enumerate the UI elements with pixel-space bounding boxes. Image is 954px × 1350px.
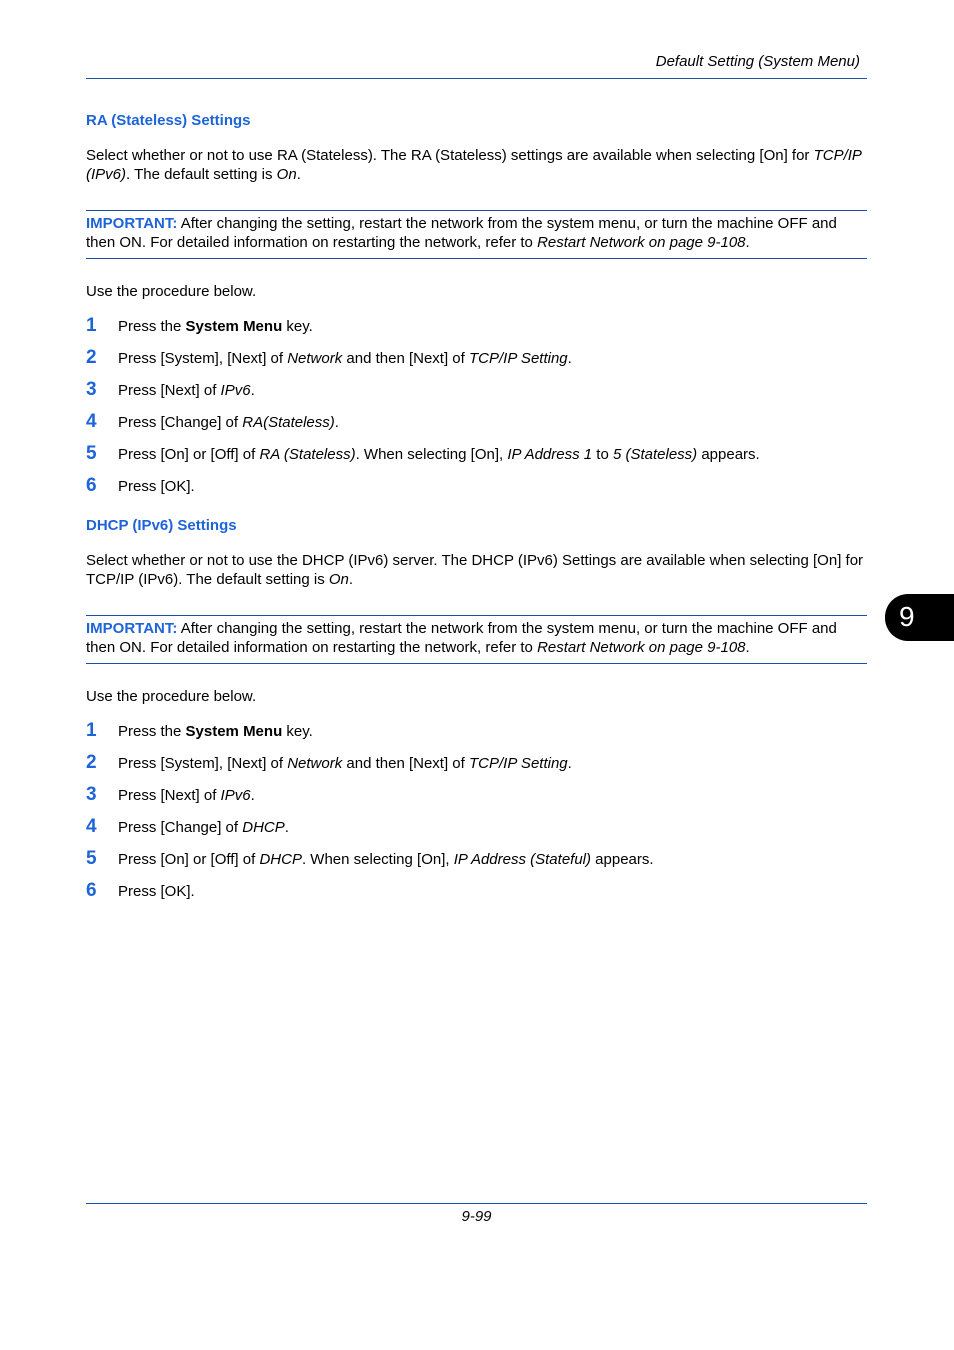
text-run: Press [System], [Next] of <box>118 350 288 367</box>
text-run: . <box>250 382 255 399</box>
page-number: 9-99 <box>461 1208 492 1225</box>
text-run: Press [Next] of <box>118 787 221 804</box>
text-run: and then [Next] of <box>342 350 469 367</box>
italic-text: TCP/IP (IPv6) <box>86 147 862 183</box>
text-run: Press [OK]. <box>118 478 195 495</box>
step-text <box>118 381 255 400</box>
text-run: . <box>348 571 354 588</box>
step-text <box>118 786 255 805</box>
text-run: . <box>296 166 301 183</box>
important-note <box>86 214 867 252</box>
text-run: Press the <box>118 723 186 740</box>
header-rule <box>86 78 867 79</box>
italic-text: IPv6 <box>220 787 251 804</box>
text-run: . <box>284 819 289 836</box>
step-number: 4 <box>86 816 97 837</box>
text-run: After changing the setting, restart the network from the system menu, or turn the machine OFF and then ON. For detailed information on restarting the network, refer to <box>86 215 837 251</box>
text-run: . <box>567 350 572 367</box>
italic-text: IP Address (Stateful) <box>453 851 591 868</box>
text-run: Select whether or not to use the DHCP (IPv6) server. The DHCP (IPv6) Settings are available when selecting [On] for TCP/IP (IPv6). The default setting is <box>86 552 864 588</box>
italic-text: Network <box>287 350 343 367</box>
text-run: . The default setting is <box>126 166 277 183</box>
italic-text: IPv6 <box>220 382 251 399</box>
italic-text: DHCP <box>242 819 285 836</box>
step-number: 3 <box>86 784 97 805</box>
italic-text: IP Address 1 <box>507 446 593 463</box>
section-intro <box>86 146 867 184</box>
step-text <box>118 349 572 368</box>
text-run: Press the <box>118 318 186 335</box>
important-text <box>86 215 837 251</box>
chapter-tab <box>885 594 954 641</box>
text-run: to <box>592 446 613 463</box>
step-text <box>118 754 572 773</box>
bold-text: System Menu <box>185 318 283 335</box>
italic-text: RA (Stateless) <box>259 446 356 463</box>
text-run: . <box>745 234 750 251</box>
important-rule-bottom <box>86 258 867 259</box>
step-number: 2 <box>86 752 97 773</box>
text-run: Press [On] or [Off] of <box>118 851 260 868</box>
italic-text: TCP/IP Setting <box>468 350 568 367</box>
step-number: 3 <box>86 379 97 400</box>
chapter-number: 9 <box>899 601 915 632</box>
important-text <box>86 620 837 656</box>
text-run: . <box>745 639 750 656</box>
step-number: 4 <box>86 411 97 432</box>
text-run: Press [Change] of <box>118 819 243 836</box>
italic-text: On <box>328 571 349 588</box>
important-label: IMPORTANT: <box>86 215 178 232</box>
step-number: 2 <box>86 347 97 368</box>
important-rule-top <box>86 210 867 211</box>
italic-text: DHCP <box>259 851 302 868</box>
step-text <box>118 818 289 837</box>
step-number: 5 <box>86 443 97 464</box>
important-rule-bottom <box>86 663 867 664</box>
text-run: . <box>250 787 255 804</box>
important-rule-top <box>86 615 867 616</box>
step-text <box>118 413 339 432</box>
step-text <box>118 477 195 496</box>
running-header: Default Setting (System Menu) <box>655 53 860 70</box>
text-run: . When selecting [On], <box>301 851 454 868</box>
text-run: Select whether or not to use RA (Stateless). The RA (Stateless) settings are available when selecting [On] for <box>86 147 814 164</box>
text-run: and then [Next] of <box>342 755 469 772</box>
text-run: appears. <box>591 851 654 868</box>
section-title-dhcp-ipv6: DHCP (IPv6) Settings <box>86 517 237 534</box>
section-title-ra-stateless: RA (Stateless) Settings <box>86 112 251 129</box>
text-run: Press [On] or [Off] of <box>118 446 260 463</box>
procedure-label: Use the procedure below. <box>86 688 257 705</box>
important-note <box>86 619 867 657</box>
text-run: After changing the setting, restart the network from the system menu, or turn the machine OFF and then ON. For detailed information on restarting the network, refer to <box>86 620 837 656</box>
italic-text: TCP/IP Setting <box>468 755 568 772</box>
text-run: . <box>334 414 339 431</box>
italic-text: Restart Network on page 9-108 <box>537 639 746 656</box>
section-intro <box>86 551 867 589</box>
step-text <box>118 722 313 741</box>
step-number: 1 <box>86 315 97 336</box>
step-text <box>118 317 313 336</box>
bold-text: System Menu <box>185 723 283 740</box>
text-run: Press [Next] of <box>118 382 221 399</box>
text-run: appears. <box>697 446 760 463</box>
italic-text: 5 (Stateless) <box>612 446 698 463</box>
step-number: 1 <box>86 720 97 741</box>
step-text <box>118 882 195 901</box>
step-text <box>118 850 654 869</box>
italic-text: Network <box>287 755 343 772</box>
procedure-label: Use the procedure below. <box>86 283 257 300</box>
text-run: key. <box>282 318 313 335</box>
step-number: 6 <box>86 880 97 901</box>
important-label: IMPORTANT: <box>86 620 178 637</box>
step-number: 6 <box>86 475 97 496</box>
step-number: 5 <box>86 848 97 869</box>
text-run: Press [Change] of <box>118 414 243 431</box>
text-run: Press [OK]. <box>118 883 195 900</box>
text-run: . When selecting [On], <box>355 446 508 463</box>
italic-text: On <box>276 166 297 183</box>
step-text <box>118 445 760 464</box>
italic-text: Restart Network on page 9-108 <box>537 234 746 251</box>
text-run: Press [System], [Next] of <box>118 755 288 772</box>
text-run: key. <box>282 723 313 740</box>
text-run: . <box>567 755 572 772</box>
italic-text: RA(Stateless) <box>242 414 335 431</box>
footer-rule <box>86 1203 867 1204</box>
